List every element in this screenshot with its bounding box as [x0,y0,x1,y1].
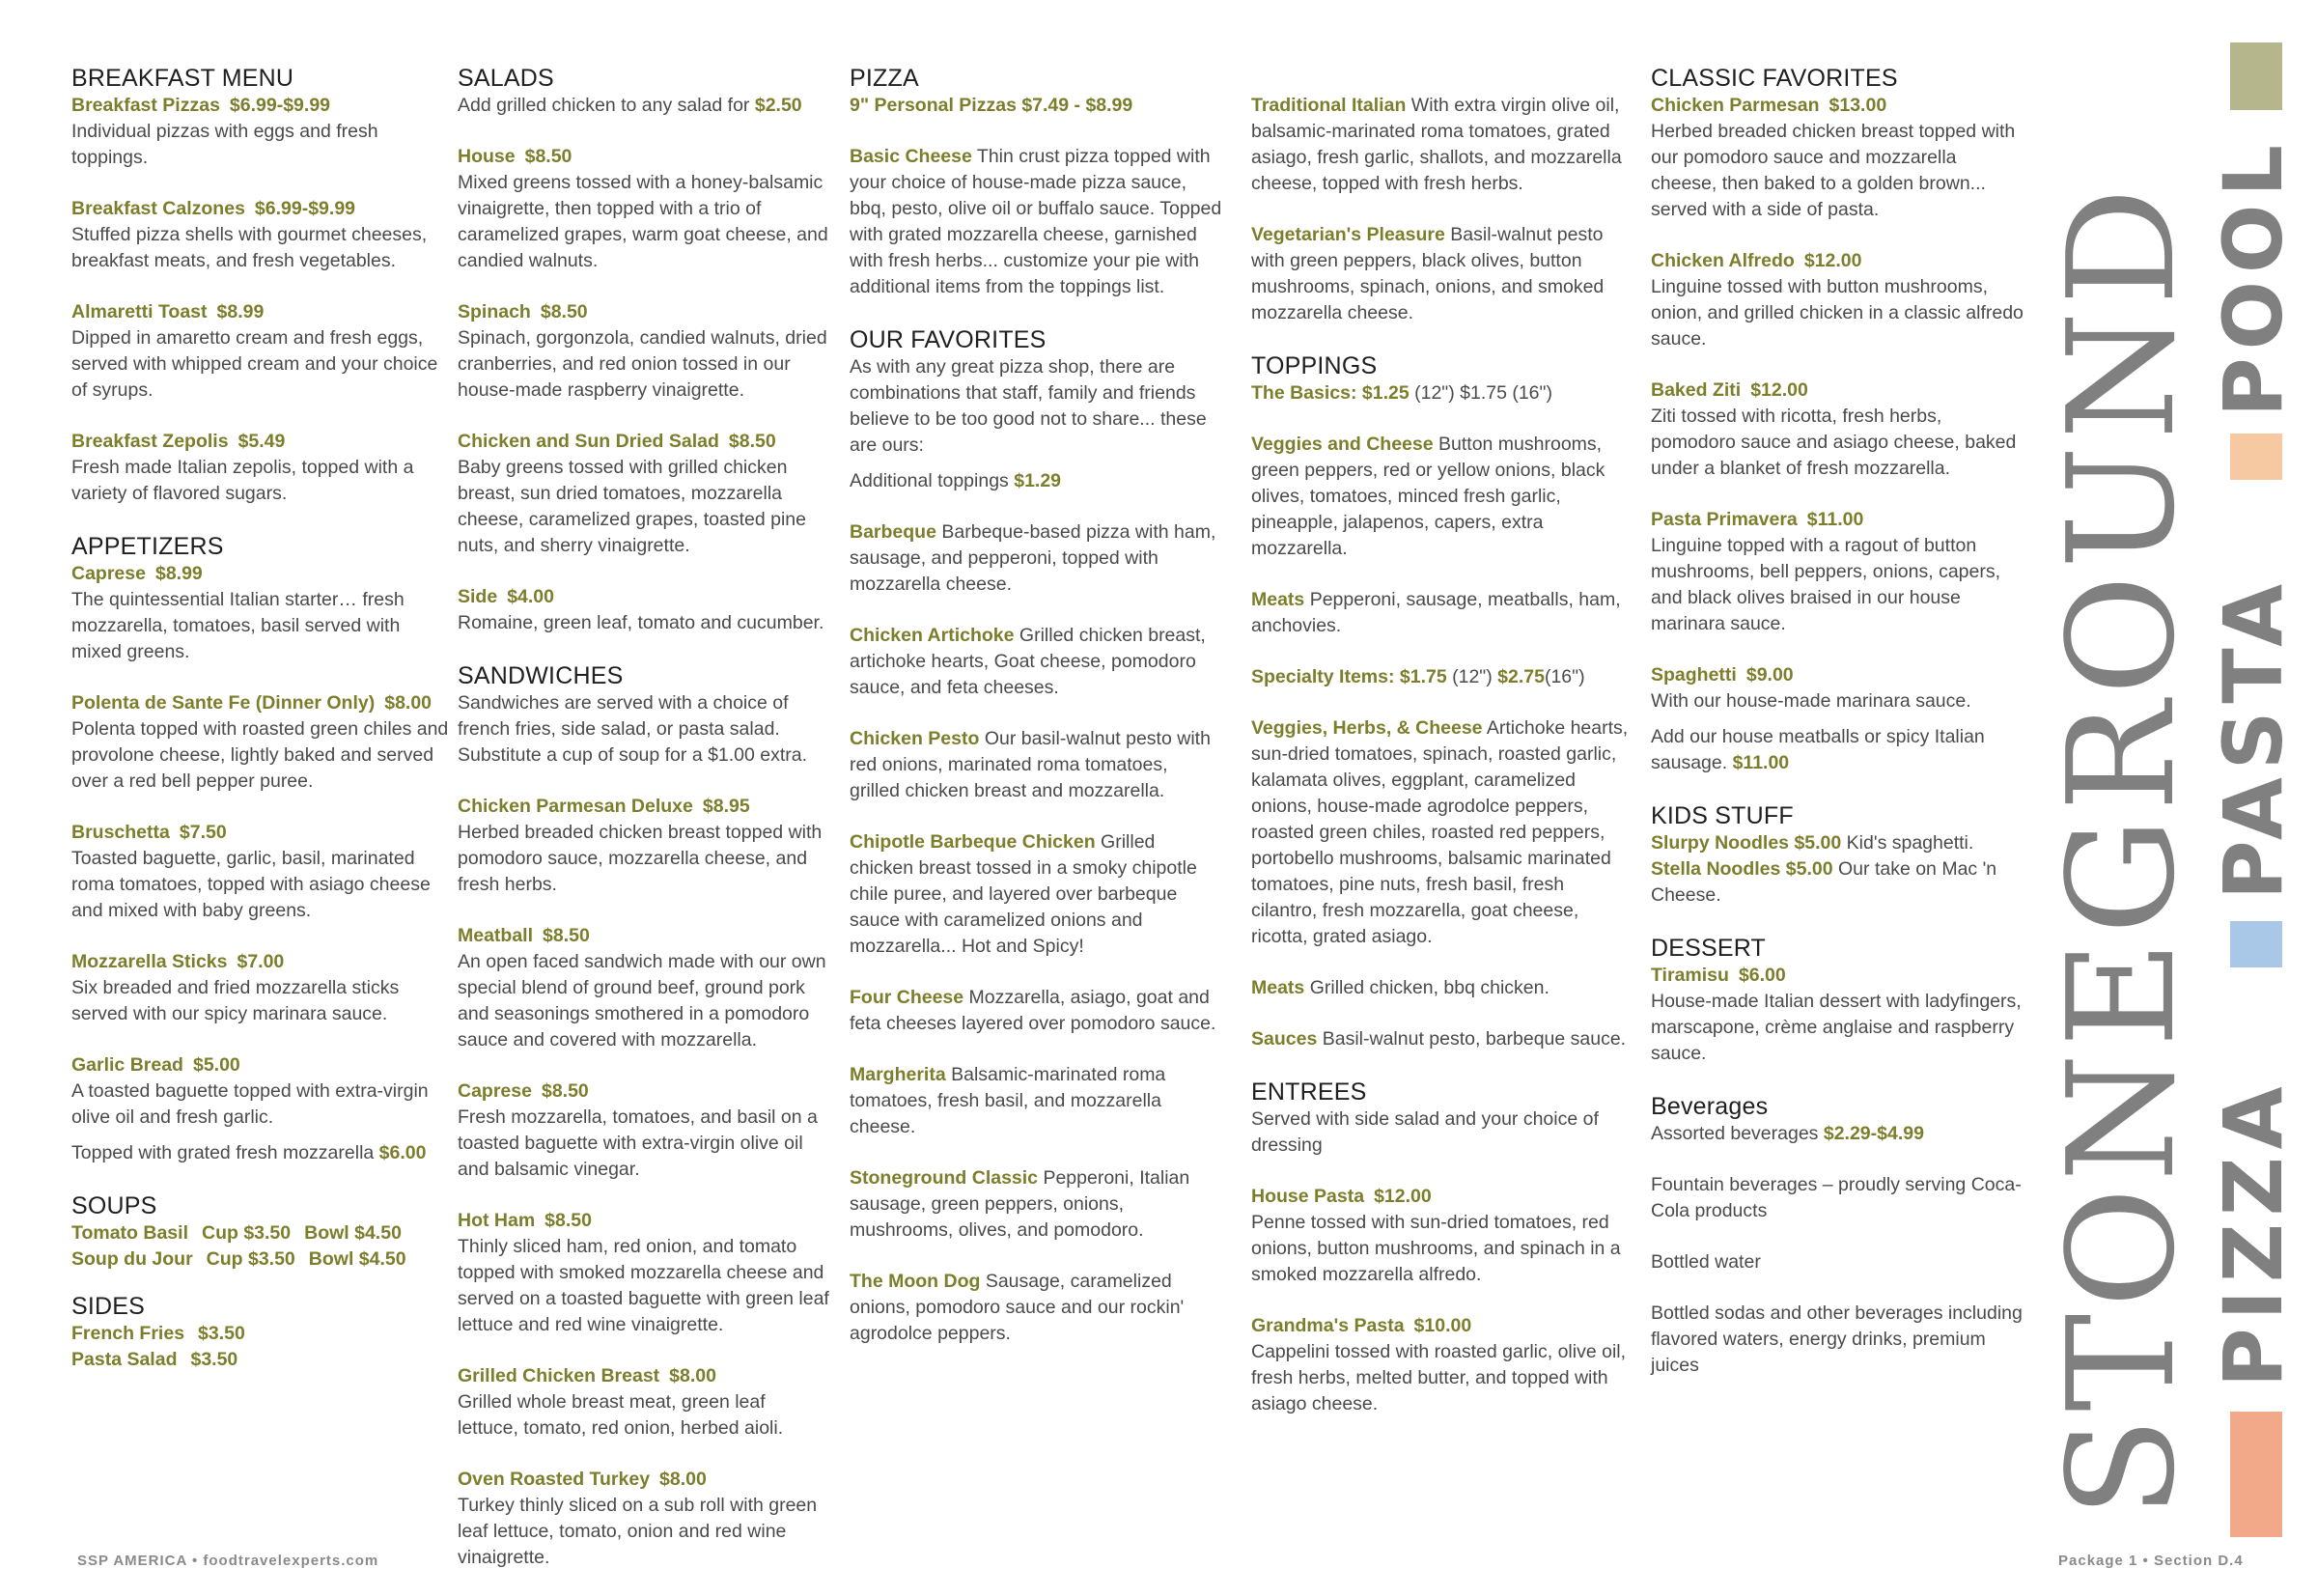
item-name: Chicken and Sun Dried Salad [458,431,719,452]
item-desc: Six breaded and fried mozzarella sticks served with our spicy marinara sauce. [71,977,400,1024]
soup-name: Tomato Basil [71,1222,188,1244]
item-desc: An open faced sandwich made with our own special blend of ground beef, ground pork and seasonings smothered in a pomodoro sauce and covered with mozzarella. [458,951,826,1050]
item-name: Four Cheese [850,987,964,1008]
assorted-beverages [1651,1121,2027,1147]
item-name: Chipotle Barbeque Chicken [850,831,1096,853]
section-classic-favorites [1651,64,2027,776]
item-name: Meatball [458,925,534,946]
item-desc: Grilled chicken breast, artichoke hearts, Goat cheese, pomodoro sauce, and feta cheeses. [850,625,1206,698]
item-desc: Basil-walnut pesto, barbeque sauce. [1322,1028,1627,1050]
item-name: House [458,146,516,167]
section-title: DESSERT [1651,935,1767,962]
section-title: SIDES [71,1293,146,1320]
menu-item [71,299,450,404]
soup-cup-price: Cup $3.50 [206,1248,295,1270]
item-desc: Fresh made Italian zepolis, topped with a variety of flavored sugars. [71,457,414,504]
brand-tagline [2201,31,2307,1537]
item-price: $10.00 [1413,1315,1472,1336]
menu-column-1 [71,64,450,1398]
section-title: Beverages [1651,1093,1769,1120]
menu-item [1651,378,2027,482]
menu-item [458,794,830,898]
item-desc: A toasted baguette topped with extra-virgin olive oil and fresh garlic. [71,1080,429,1128]
menu-item [1251,432,1632,562]
item-desc: Button mushrooms, green peppers, red or yellow onions, black olives, tomatoes, minced fresh garlic, pineapple, jalapenos, capers, extra mozzarella. [1251,434,1605,559]
menu-item [1651,248,2027,352]
menu-item [850,726,1222,804]
item-name: Vegetarian's Pleasure [1251,224,1445,245]
tagline-word-pasta: PASTA [2206,575,2301,900]
tagline-word-pool: POOL [2206,137,2301,417]
item-name: Grilled Chicken Breast [458,1365,660,1386]
menu-item [850,1062,1222,1140]
item-desc: Polenta topped with roasted green chiles and provolone cheese, lightly baked and served over a red bell pepper puree. [71,718,449,792]
item-name: Bruschetta [71,822,170,843]
assorted-price: $2.29-$4.99 [1823,1123,1924,1144]
item-desc: Grilled whole breast meat, green leaf lettuce, tomato, red onion, herbed aioli. [458,1391,784,1439]
beverage-line: Bottled sodas and other beverages including flavored waters, energy drinks, premium juices [1651,1302,2023,1376]
section-salads [458,64,830,636]
specialty-price-line [1251,664,1632,690]
item-name: Side [458,586,498,607]
specialty-size-16: (16") [1544,666,1585,687]
color-swatch [2230,1412,2282,1537]
menu-item [71,949,450,1027]
color-swatch [2230,42,2282,110]
item-name: Chicken Pesto [850,728,980,749]
item-name: House Pasta [1251,1186,1365,1207]
basics-rest: (12") $1.75 (16") [1414,382,1552,404]
section-intro [458,93,830,119]
item-desc: Artichoke hearts, sun-dried tomatoes, spinach, roasted garlic, kalamata olives, eggplant, caramelized onions, house-made agrodolce peppers, roasted green chiles, roasted red peppers, portobello mushrooms, balsamic marinated tomatoes, pine nuts, fresh basil, fresh cilantro, fresh mozzarella, goat cheese, ricotta, grated asiago. [1251,717,1629,947]
item-name: Mozzarella Sticks [71,951,228,972]
item-name: Chicken Artichoke [850,625,1015,646]
menu-item [850,519,1222,598]
item-desc: Spinach, gorgonzola, candied walnuts, dried cranberries, and red onion tossed in our house-made raspberry vinaigrette. [458,327,827,401]
item-desc: Ziti tossed with ricotta, fresh herbs, pomodoro sauce and asiago cheese, baked under a blanket of fresh mozzarella. [1651,406,2017,479]
item-desc: Herbed breaded chicken breast topped with our pomodoro sauce and mozzarella cheese, then baked to a golden brown... served with a side of pasta. [1651,121,2016,220]
menu-item [1651,507,2027,637]
item-name: Hot Ham [458,1210,536,1231]
section-soups [71,1191,450,1273]
menu-column-5 [1651,64,2027,1404]
item-price: $4.00 [507,586,554,607]
soup-bowl-price: Bowl $4.50 [304,1222,402,1244]
section-entrees [1251,1078,1632,1417]
menu-item [71,1052,450,1166]
basics-price-line [1251,380,1632,406]
footer-right: Package 1 • Section D.4 [2058,1553,2244,1569]
menu-item [458,144,830,274]
item-desc: With extra virgin olive oil, balsamic-marinated roma tomatoes, grated asiago, fresh garlic, shallots, and mozzarella cheese, topped with fresh herbs. [1251,95,1622,194]
item-name: Sauces [1251,1028,1318,1050]
menu-item [1251,975,1632,1001]
side-row [71,1321,450,1347]
side-price: $3.50 [190,1349,238,1370]
side-name: French Fries [71,1323,185,1344]
menu-item [1651,662,2027,776]
item-name: Chicken Alfredo [1651,250,1795,271]
item-name: Spinach [458,301,531,322]
section-title: PIZZA [850,65,919,92]
item-name: Chicken Parmesan Deluxe [458,796,693,817]
section-title: APPETIZERS [71,533,224,560]
addl-toppings [850,468,1222,494]
tagline-word-pizza: PIZZA [2206,1078,2301,1387]
item-name: Garlic Bread [71,1054,183,1076]
item-name: Caprese [71,563,146,584]
item-price: $8.99 [216,301,265,322]
item-desc: Fresh mozzarella, tomatoes, and basil on a toasted baguette with extra-virgin olive oil and balsamic vinegar. [458,1106,818,1180]
note-text: Topped with grated fresh mozzarella [71,1142,375,1163]
item-price: $5.00 [192,1054,240,1076]
item-name: Almaretti Toast [71,301,208,322]
item-name: Grandma's Pasta [1251,1315,1405,1336]
item-name: Chicken Parmesan [1651,95,1820,116]
item-name: The Moon Dog [850,1271,981,1292]
item-price: $9.00 [1745,664,1794,686]
section-kids [1651,801,2027,909]
specialty-size-12: (12") [1452,666,1493,687]
item-price: $8.00 [659,1469,707,1490]
item-name: Tiramisu [1651,965,1729,986]
item-desc: Thinly sliced ham, red onion, and tomato topped with smoked mozzarella cheese and served on a toasted baguette with green leaf lettuce and red wine vinaigrette. [458,1236,829,1335]
menu-item [71,690,450,795]
item-price: $8.00 [669,1365,716,1386]
item-name: Caprese [458,1080,532,1102]
item-desc: Linguine topped with a ragout of button mushrooms, bell peppers, onions, capers, and black olives braised in our house marinara sauce. [1651,535,2001,634]
soup-bowl-price: Bowl $4.50 [308,1248,406,1270]
menu-item [1651,93,2027,223]
section-subtitle: 9" Personal Pizzas $7.49 - $8.99 [850,95,1133,116]
item-name: Pasta Primavera [1651,509,1798,530]
item-desc: House-made Italian dessert with ladyfingers, marscapone, crème anglaise and raspberry sauce. [1651,991,2022,1064]
color-swatch [2230,921,2282,967]
section-title: TOPPINGS [1251,352,1378,379]
item-price: $5.49 [237,431,286,452]
section-title: ENTREES [1251,1078,1367,1106]
menu-item [71,93,450,171]
menu-item [71,820,450,924]
side-price: $3.50 [198,1323,245,1344]
menu-item [850,829,1222,960]
item-desc: Individual pizzas with eggs and fresh toppings. [71,121,378,168]
section-intro: As with any great pizza shop, there are combinations that staff, family and friends believe to be too good not to share... these are ours: [850,356,1207,456]
item-desc: Grilled chicken breast tossed in a smoky chipotle chile puree, and layered over barbeque sauce with caramelized onions and mozzarella... Hot and Spicy! [850,831,1197,957]
item-name: Barbeque [850,521,936,543]
note-price: $11.00 [1732,752,1790,773]
item-price: $6.99-$9.99 [229,95,331,116]
section-title: SANDWICHES [458,662,624,689]
menu-item [71,561,450,665]
item-price: $12.00 [1803,250,1862,271]
menu-column-2 [458,64,830,1596]
item-desc: Basil-walnut pesto with green peppers, black olives, button mushrooms, spinach, onions, and smoked mozzarella cheese. [1251,224,1605,323]
assorted-text: Assorted beverages [1651,1123,1819,1144]
section-dessert [1651,934,2027,1067]
item-name: Baked Ziti [1651,379,1742,401]
menu-item [458,1078,830,1183]
item-price: $12.00 [1750,379,1808,401]
item-desc: Cappelini tossed with roasted garlic, olive oil, fresh herbs, melted butter, and topped with asiago cheese. [1251,1341,1627,1414]
beverage-line: Bottled water [1651,1251,1761,1273]
addl-text: Additional toppings [850,470,1009,491]
menu-item [1251,715,1632,950]
item-name: Basic Cheese [850,146,972,167]
menu-item [458,923,830,1053]
item-name: Breakfast Zepolis [71,431,229,452]
item-price: $8.50 [543,925,590,946]
menu-item [1251,1313,1632,1417]
menu-item [1651,963,2027,1067]
menu-item [850,623,1222,701]
item-desc: Grilled chicken, bbq chicken. [1309,977,1549,998]
menu-item [458,584,830,636]
menu-item [71,429,450,507]
kids-item-name: Stella Noodles $5.00 [1651,858,1833,880]
item-desc: The quintessential Italian starter… fresh mozzarella, tomatoes, basil served with mixed greens. [71,589,405,662]
item-desc: Pepperoni, sausage, meatballs, ham, anchovies. [1251,589,1621,636]
note-text: Add our house meatballs or spicy Italian sausage. [1651,726,1985,773]
menu-item [850,1165,1222,1244]
item-desc: Baby greens tossed with grilled chicken breast, sun dried tomatoes, mozzarella cheese, caramelized grapes, toasted pine nuts, and sherry vinaigrette. [458,457,806,556]
menu-item [850,1269,1222,1347]
menu-item [458,1208,830,1338]
item-price: $8.50 [541,1080,589,1102]
item-note [1651,724,2027,776]
intro-price: $2.50 [754,95,802,116]
item-price: $8.50 [540,301,588,322]
soup-cup-price: Cup $3.50 [202,1222,292,1244]
section-toppings [1251,351,1632,1052]
basics-label: The Basics: $1.25 [1251,382,1410,404]
menu-item [71,196,450,274]
section-title: OUR FAVORITES [850,326,1047,353]
item-price: $11.00 [1806,509,1864,530]
item-desc: Pepperoni, Italian sausage, green peppers, onions, mushrooms, olives, and pomodoro. [850,1167,1190,1241]
item-price: $8.99 [154,563,203,584]
intro-text: Add grilled chicken to any salad for [458,95,750,116]
kids-row [1651,830,2027,856]
menu-item [1251,1026,1632,1052]
section-title: KIDS STUFF [1651,802,1794,829]
item-desc: Linguine tossed with button mushrooms, onion, and grilled chicken in a classic alfredo sauce. [1651,276,2024,350]
menu-item [1251,93,1632,197]
side-row [71,1347,450,1373]
item-desc: Barbeque-based pizza with ham, sausage, and pepperoni, topped with mozzarella cheese. [850,521,1216,595]
item-price: $13.00 [1828,95,1887,116]
item-desc: Mixed greens tossed with a honey-balsamic vinaigrette, then topped with a trio of caramelized grapes, warm goat cheese, and candied walnuts. [458,172,828,271]
item-name: Meats [1251,589,1305,610]
section-appetizers [71,532,450,1166]
item-desc: Penne tossed with sun-dried tomatoes, red onions, button mushrooms, and spinach in a smoked mozzarella alfredo. [1251,1212,1621,1285]
item-desc: Romaine, green leaf, tomato and cucumber. [458,612,824,633]
item-name: Meats [1251,977,1305,998]
menu-item [1251,1184,1632,1288]
item-desc: Herbed breaded chicken breast topped with pomodoro sauce, mozzarella cheese, and fresh herbs. [458,822,823,895]
section-sandwiches [458,661,830,1571]
section-title: SOUPS [71,1192,157,1219]
kids-item-name: Slurpy Noodles $5.00 [1651,832,1842,854]
beverage-line: Fountain beverages – proudly serving Coca-Cola products [1651,1174,2022,1221]
item-name: Margherita [850,1064,946,1085]
specialty-label: Specialty Items: $1.75 [1251,666,1447,687]
item-name: Breakfast Calzones [71,198,245,219]
item-desc: Our basil-walnut pesto with red onions, marinated roma tomatoes, grilled chicken breast and mozzarella. [850,728,1211,801]
addl-price: $1.29 [1014,470,1062,491]
kids-row [1651,856,2027,909]
item-price: $8.00 [384,692,433,714]
section-title: CLASSIC FAVORITES [1651,65,1898,92]
item-desc: With our house-made marinara sauce. [1651,690,1971,712]
section-breakfast [71,64,450,507]
section-pizza-continued [1251,93,1632,326]
item-price: $8.50 [524,146,572,167]
menu-item [1251,587,1632,639]
menu-column-4 [1251,93,1632,1442]
item-desc: Turkey thinly sliced on a sub roll with green leaf lettuce, tomato, onion and red wine vinaigrette. [458,1495,818,1568]
menu-column-3 [850,64,1222,1372]
item-price: $8.95 [702,796,750,817]
item-name: Polenta de Sante Fe (Dinner Only) [71,692,376,714]
section-beverages [1651,1092,2027,1379]
footer-left: SSP AMERICA • foodtravelexperts.com [77,1553,379,1569]
item-desc: Thin crust pizza topped with your choice of house-made pizza sauce, bbq, pesto, olive oil or buffalo sauce. Topped with grated mozzarella cheese, garnished with fresh herbs... customize your pie with additional items from the toppings list. [850,146,1222,297]
item-price: $8.50 [728,431,776,452]
brand-block [2036,31,2305,1537]
item-note [71,1140,450,1166]
item-name: Spaghetti [1651,664,1737,686]
item-price: $7.00 [237,951,285,972]
item-desc: Mozzarella, asiago, goat and feta cheeses layered over pomodoro sauce. [850,987,1216,1034]
section-title: BREAKFAST MENU [71,65,294,92]
item-name: Veggies and Cheese [1251,434,1434,455]
section-pizza [850,64,1222,300]
item-name: Stoneground Classic [850,1167,1039,1189]
section-title: SALADS [458,65,554,92]
menu-item [850,144,1222,300]
menu-item [1251,222,1632,326]
menu-item [458,429,830,559]
item-name: Traditional Italian [1251,95,1407,116]
item-name: Veggies, Herbs, & Cheese [1251,717,1483,739]
item-name: Breakfast Pizzas [71,95,220,116]
item-desc: Toasted baguette, garlic, basil, marinated roma tomatoes, topped with asiago cheese and mixed with baby greens. [71,848,431,921]
menu-item [458,1467,830,1571]
item-desc: Stuffed pizza shells with gourmet cheeses, breakfast meats, and fresh vegetables. [71,224,428,271]
section-sides [71,1292,450,1373]
item-price: $8.50 [544,1210,592,1231]
item-price: $7.50 [179,822,227,843]
kids-item-desc: Our take on Mac 'n Cheese. [1651,858,1997,906]
soup-row [71,1246,450,1273]
kids-item-desc: Kid's spaghetti. [1846,832,1974,854]
item-price: $12.00 [1374,1186,1432,1207]
color-swatch [2230,434,2282,480]
soup-row [71,1220,450,1246]
menu-item [458,1363,830,1442]
item-desc: Sausage, caramelized onions, pomodoro sauce and our rockin' agrodolce peppers. [850,1271,1185,1344]
specialty-price-16: $2.75 [1497,666,1545,687]
menu-item [850,985,1222,1037]
item-desc: Balsamic-marinated roma tomatoes, fresh basil, and mozzarella cheese. [850,1064,1166,1137]
item-price: $6.99-$9.99 [254,198,356,219]
soup-name: Soup du Jour [71,1248,193,1270]
side-name: Pasta Salad [71,1349,178,1370]
item-price: $6.00 [1738,965,1786,986]
menu-item [458,299,830,404]
brand-name: STONEGROUND [2036,182,2207,1518]
note-price: $6.00 [378,1142,427,1163]
section-intro: Sandwiches are served with a choice of french fries, side salad, or pasta salad. Substitute a cup of soup for a $1.00 extra. [458,692,808,766]
section-our-favorites [850,325,1222,1347]
item-desc: Dipped in amaretto cream and fresh eggs, served with whipped cream and your choice of syrups. [71,327,438,401]
section-intro: Served with side salad and your choice of dressing [1251,1108,1599,1156]
item-name: Oven Roasted Turkey [458,1469,651,1490]
